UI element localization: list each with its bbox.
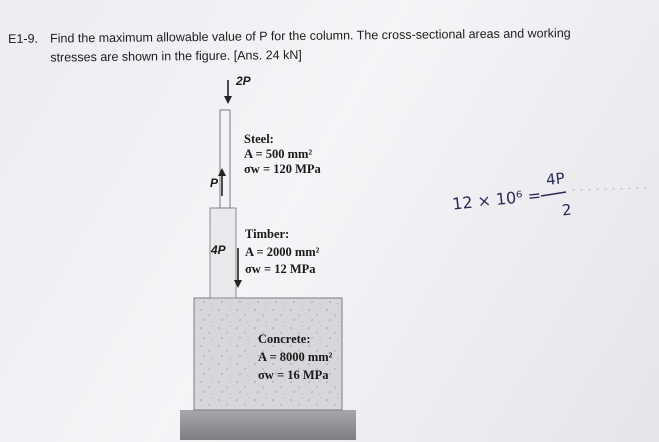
handwritten-denominator: 2 <box>561 200 573 220</box>
concrete-stress: σw = 16 MPa <box>258 368 329 382</box>
handwritten-equation-left: 12 × 10⁶ = <box>451 185 542 214</box>
timber-stress: σw = 12 MPa <box>245 262 316 276</box>
base-slab <box>180 410 356 440</box>
problem-line-2: stresses are shown in the figure. [Ans. 24 kN] <box>50 47 302 65</box>
handwritten-numerator: 4P <box>545 169 566 189</box>
timber-name: Timber: <box>245 227 290 241</box>
problem-number: E1-9. <box>8 31 39 46</box>
fraction-bar <box>541 192 566 196</box>
faint-pen-mark <box>572 188 650 190</box>
problem-line-1: Find the maximum allowable value of P for the column. The cross-sectional areas and working <box>50 26 571 46</box>
concrete-area: A = 8000 mm² <box>258 350 333 364</box>
load-label-p: P <box>210 176 219 190</box>
steel-name: Steel: <box>244 132 274 146</box>
load-2p-arrowhead <box>224 96 232 104</box>
steel-stress: σw = 120 MPa <box>244 162 321 176</box>
timber-area: A = 2000 mm² <box>245 245 320 259</box>
concrete-name: Concrete: <box>258 332 311 346</box>
load-label-2p: 2P <box>236 74 251 88</box>
load-label-4p: 4P <box>211 243 226 257</box>
steel-area: A = 500 mm² <box>244 147 313 161</box>
